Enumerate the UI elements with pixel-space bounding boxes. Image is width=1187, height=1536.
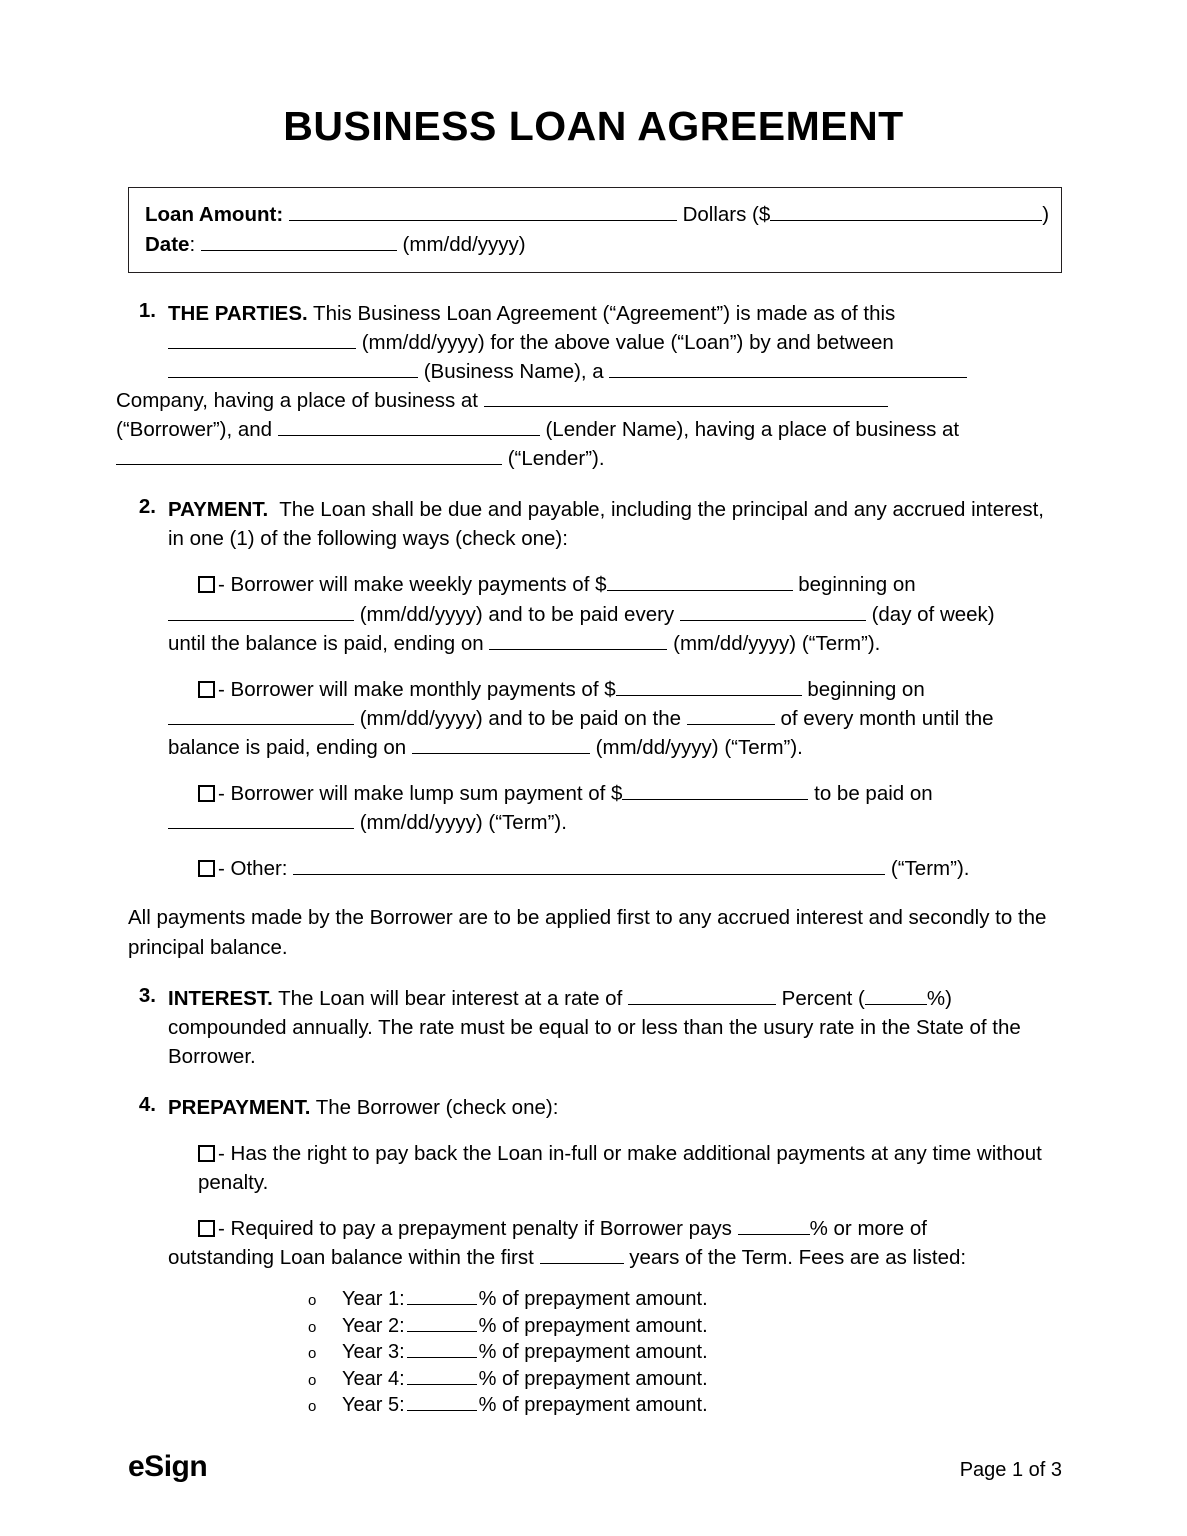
clause-heading-4: PREPAYMENT. (168, 1095, 311, 1119)
payment-option-other (198, 854, 1059, 883)
loan-amount-field[interactable] (289, 203, 677, 221)
parties-line2: (mm/dd/yyyy) for the above value (“Loan”) by and between (361, 330, 894, 354)
list-item (308, 1313, 1059, 1340)
clause-number-3: 3. (138, 983, 156, 1007)
monthly-text-b: beginning on (807, 677, 925, 701)
prepay-option1-text: - Has the right to pay back the Loan in-full or make additional payments at any time without penalty. (198, 1142, 1042, 1195)
checkbox-prepay-no-penalty[interactable] (198, 1145, 215, 1162)
prepay-option2-text-c: outstanding Loan balance within the first (168, 1246, 534, 1270)
checkbox-prepay-penalty[interactable] (198, 1220, 215, 1237)
monthly-text-e: balance is paid, ending on (168, 735, 407, 759)
monthly-amount-field[interactable] (616, 678, 802, 696)
lump-amount-field[interactable] (622, 782, 808, 800)
payment-option-weekly (168, 570, 1059, 657)
parties-date-field[interactable] (168, 331, 356, 349)
year-1-percent-field[interactable] (407, 1287, 477, 1305)
date-format-hint: (mm/dd/yyyy) (402, 232, 526, 256)
interest-text-b: Percent ( (781, 986, 865, 1010)
other-text-a: - Other: (218, 857, 288, 881)
lender-address-field[interactable] (116, 447, 502, 465)
monthly-text-a: - Borrower will make monthly payments of $ (218, 677, 616, 701)
parties-line5a: (“Borrower”), and (116, 417, 273, 441)
list-bullet-icon: o (308, 1371, 317, 1389)
list-bullet-icon: o (308, 1318, 317, 1336)
dollars-label: Dollars ($ (682, 203, 771, 227)
list-bullet-icon: o (308, 1345, 317, 1363)
date-label: Date (145, 232, 190, 256)
year-label: Year 2: (342, 1314, 405, 1337)
clause-body-4 (168, 1093, 1059, 1419)
parties-line5b: (Lender Name), having a place of business at (545, 417, 960, 441)
clause-number-1: 1. (138, 298, 156, 322)
weekly-text-a: - Borrower will make weekly payments of $ (218, 573, 607, 597)
document-body (116, 298, 1059, 1419)
prepay-years-field[interactable] (540, 1246, 624, 1264)
loan-amount-numeric-field[interactable] (770, 203, 1042, 221)
prepay-percent-field[interactable] (738, 1217, 810, 1235)
weekly-end-date-field[interactable] (489, 632, 667, 650)
parties-line1: This Business Loan Agreement (“Agreement”) is made as of this (313, 301, 896, 325)
list-bullet-icon: o (308, 1398, 317, 1416)
year-suffix: % of prepayment amount. (478, 1341, 708, 1364)
monthly-day-of-month-field[interactable] (687, 707, 775, 725)
clause-number-4: 4. (138, 1092, 156, 1116)
year-label: Year 4: (342, 1367, 405, 1390)
list-item (308, 1339, 1059, 1366)
prepayment-fee-list (308, 1286, 1059, 1419)
clause-interest (128, 984, 1059, 1071)
year-suffix: % of prepayment amount. (478, 1288, 708, 1311)
parties-line4: Company, having a place of business at (116, 388, 479, 412)
page-number: Page 1 of 3 (959, 1459, 1062, 1481)
weekly-text-b: beginning on (798, 573, 916, 597)
checkbox-lump-sum-payment[interactable] (198, 785, 215, 802)
interest-text-c: %) (926, 986, 952, 1010)
monthly-text-c: (mm/dd/yyyy) and to be paid on the (359, 706, 682, 730)
clause-number-2: 2. (138, 495, 156, 519)
year-suffix: % of prepayment amount. (478, 1394, 708, 1417)
interest-text-line2: compounded annually. The rate must be equal to or less than the usury rate in the State of the Borrower. (168, 1015, 1021, 1068)
clause-body-3 (168, 984, 1059, 1071)
interest-text-a: The Loan will bear interest at a rate of (278, 986, 623, 1010)
checkbox-monthly-payments[interactable] (198, 681, 215, 698)
year-label: Year 3: (342, 1341, 405, 1364)
paren-close: ) (1042, 203, 1050, 227)
list-item (308, 1366, 1059, 1393)
year-suffix: % of prepayment amount. (478, 1367, 708, 1390)
borrower-address-field[interactable] (484, 389, 888, 407)
payment-application-paragraph: All payments made by the Borrower are to be applied first to any accrued interest and secondly to the principal balance. (128, 906, 1047, 959)
clause-body-2 (168, 495, 1059, 883)
interest-rate-words-field[interactable] (628, 987, 776, 1005)
prepayment-intro: The Borrower (check one): (315, 1095, 559, 1119)
prepay-option2-text-d: years of the Term. Fees are as listed: (629, 1246, 967, 1270)
year-2-percent-field[interactable] (407, 1314, 477, 1332)
clause-payment (128, 495, 1059, 883)
weekly-day-field[interactable] (680, 603, 866, 621)
page-title: BUSINESS LOAN AGREEMENT (283, 103, 904, 149)
other-text-b: (“Term”). (890, 857, 970, 881)
weekly-text-c: (mm/dd/yyyy) and to be paid every (359, 602, 675, 626)
lump-text-b: to be paid on (814, 782, 933, 806)
other-payment-field[interactable] (293, 857, 885, 875)
list-bullet-icon: o (308, 1292, 317, 1310)
monthly-begin-date-field[interactable] (168, 707, 354, 725)
payment-intro: The Loan shall be due and payable, including the principal and any accrued interest, in one (1) of the following ways (check one): (168, 498, 1044, 551)
loan-amount-row (145, 200, 1050, 230)
prepay-option2-text-a: - Required to pay a prepayment penalty if Borrower pays (218, 1217, 732, 1241)
clause-prepayment (128, 1093, 1059, 1419)
checkbox-other-payment[interactable] (198, 860, 215, 877)
weekly-amount-field[interactable] (607, 573, 793, 591)
year-5-percent-field[interactable] (407, 1393, 477, 1411)
year-suffix: % of prepayment amount. (478, 1314, 708, 1337)
year-label: Year 1: (342, 1288, 405, 1311)
monthly-text-f: (mm/dd/yyyy) (“Term”). (595, 735, 803, 759)
clause-heading-3: INTEREST. (168, 986, 273, 1010)
interest-rate-numeric-field[interactable] (865, 987, 927, 1005)
year-3-percent-field[interactable] (407, 1340, 477, 1358)
business-name-field[interactable] (168, 360, 418, 378)
date-field[interactable] (201, 233, 397, 251)
lender-name-field[interactable] (278, 418, 540, 436)
clause-heading-2: PAYMENT. (168, 498, 269, 522)
checkbox-weekly-payments[interactable] (198, 576, 215, 593)
company-type-field[interactable] (609, 360, 967, 378)
parties-line3: (Business Name), a (423, 359, 604, 383)
prepayment-option-no-penalty (198, 1139, 1059, 1197)
esign-logo: eSign (128, 1450, 208, 1483)
clause-the-parties (116, 298, 1059, 474)
payment-option-monthly (168, 675, 1059, 762)
prepayment-option-penalty (168, 1214, 1059, 1272)
loan-summary-box (128, 187, 1062, 272)
list-item (308, 1392, 1059, 1419)
date-colon: : (189, 232, 196, 256)
page-footer (128, 1450, 1062, 1484)
clause-heading-1: THE PARTIES. (168, 301, 308, 325)
prepay-option2-text-b: % or more of (809, 1217, 927, 1241)
date-row (145, 230, 1045, 260)
weekly-text-e: until the balance is paid, ending on (168, 631, 484, 655)
payment-option-lump-sum (198, 779, 1059, 837)
lump-text-a: - Borrower will make lump sum payment of $ (218, 782, 623, 806)
weekly-begin-date-field[interactable] (168, 603, 354, 621)
monthly-text-d: of every month until the (780, 706, 994, 730)
monthly-end-date-field[interactable] (412, 736, 590, 754)
weekly-text-d: (day of week) (871, 602, 995, 626)
lump-text-c: (mm/dd/yyyy) (“Term”). (359, 811, 567, 835)
year-4-percent-field[interactable] (407, 1367, 477, 1385)
lump-date-field[interactable] (168, 811, 354, 829)
year-label: Year 5: (342, 1394, 405, 1417)
clause-body-1 (116, 299, 1059, 474)
weekly-text-f: (mm/dd/yyyy) (“Term”). (673, 631, 881, 655)
loan-amount-label: Loan Amount: (145, 203, 284, 227)
parties-line6: (“Lender”). (507, 447, 605, 471)
list-item (308, 1286, 1059, 1313)
